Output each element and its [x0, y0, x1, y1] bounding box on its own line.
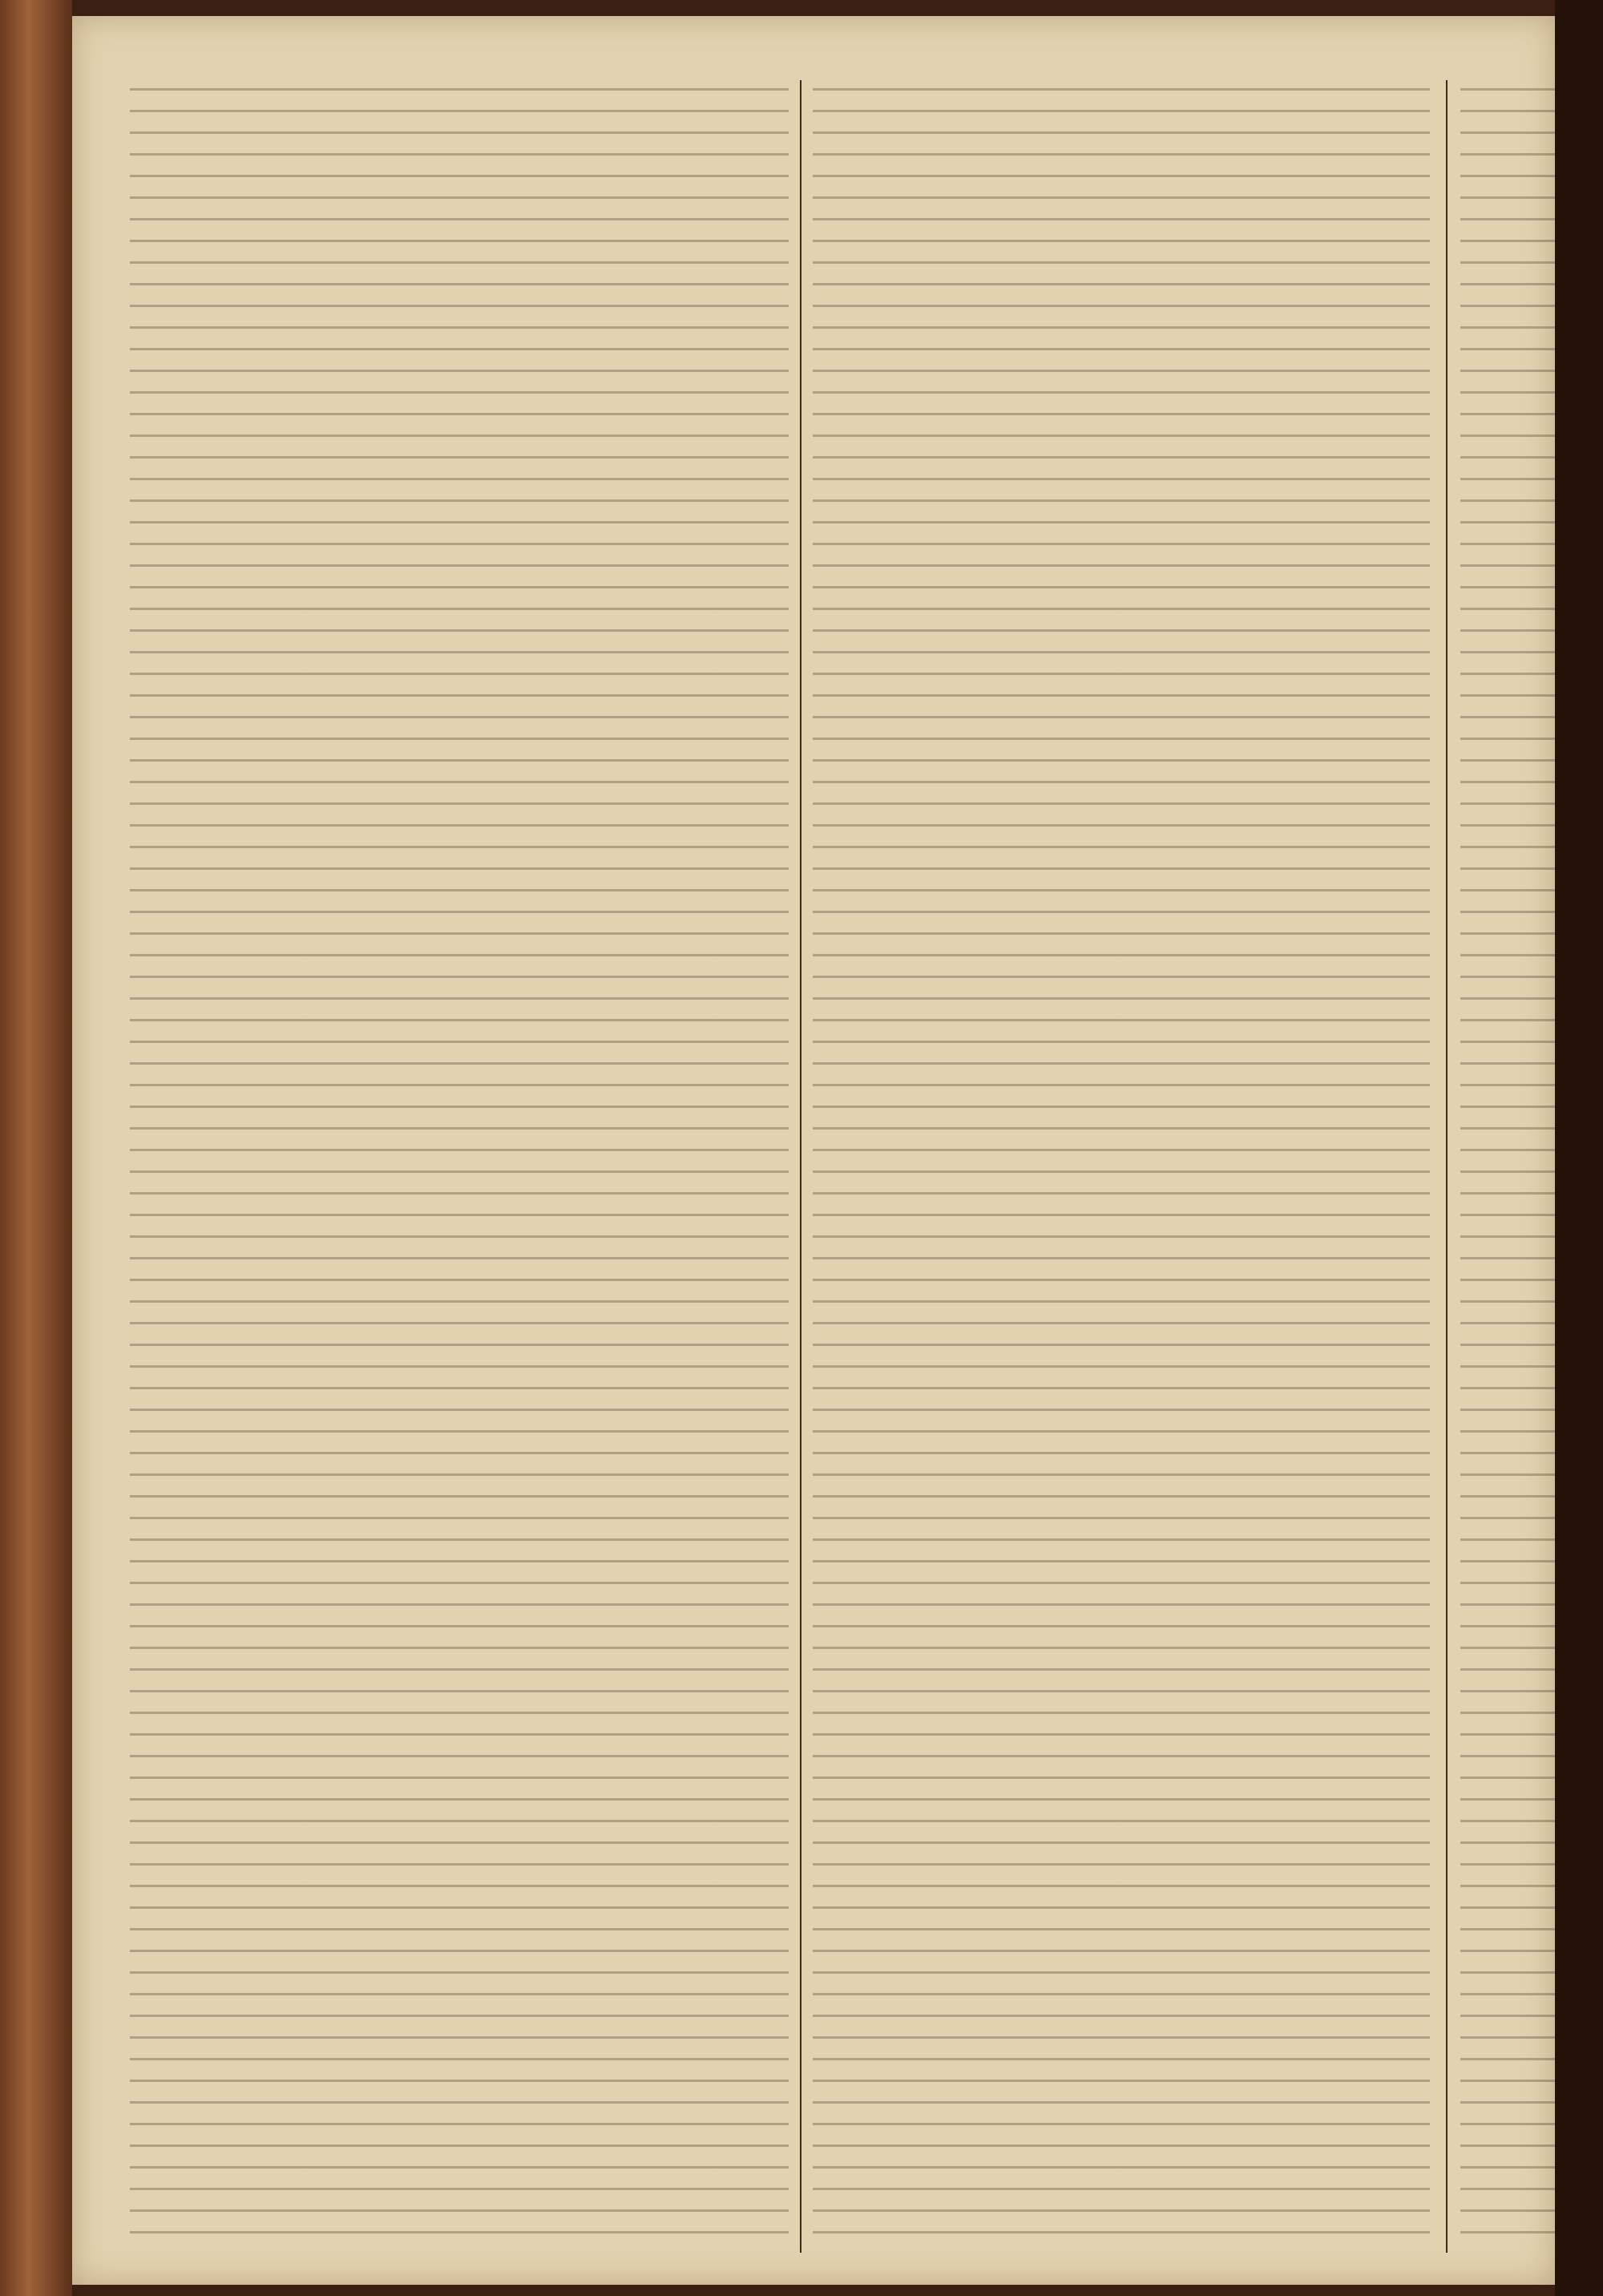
column-divider [800, 80, 802, 2253]
text-column-left [130, 88, 789, 2253]
page [72, 16, 1555, 2285]
text-column-middle [813, 88, 1430, 2253]
book-edge-right [1555, 0, 1603, 2296]
book-edge-left [0, 0, 72, 2296]
column-divider [1446, 80, 1448, 2253]
